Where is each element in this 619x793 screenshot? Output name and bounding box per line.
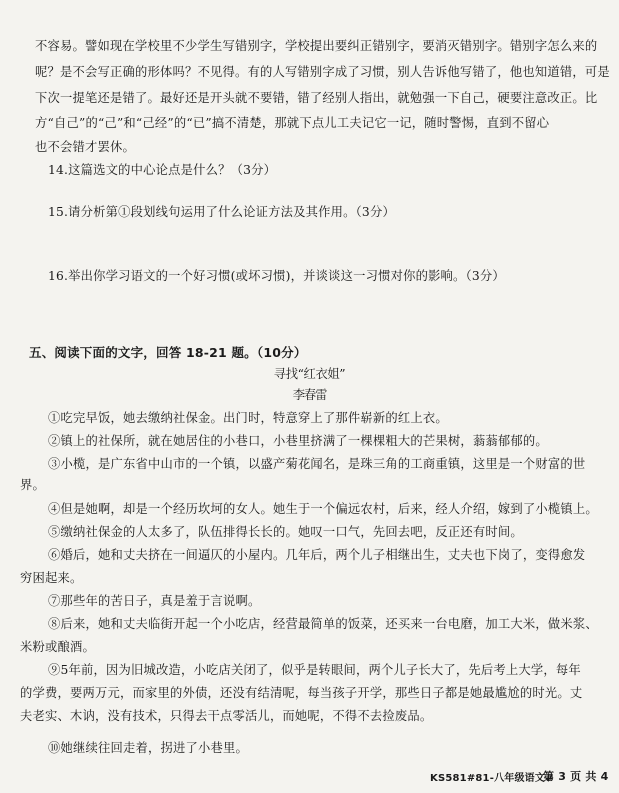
- question-15: 15.请分析第①段划线句运用了什么论证方法及其作用。（3分）: [48, 205, 395, 219]
- paragraph-line: ③小榄，是广东省中山市的一个镇，以盛产菊花闻名，是珠三角的工商重镇，这里是一个财富的世: [48, 457, 586, 471]
- paragraph-line: 夫老实、木讷，没有技术，只得去干点零活儿，而她呢，不得不去捡废品。: [20, 709, 433, 723]
- article-author: 李春雷: [292, 388, 327, 402]
- question-14: 14.这篇选文的中心论点是什么？（3分）: [48, 163, 277, 177]
- section-heading: 五、阅读下面的文字，回答 18-21 题。（10分）: [29, 345, 307, 360]
- paragraph-line: 界。: [20, 478, 45, 492]
- paragraph-line: ②镇上的社保所，就在她居住的小巷口，小巷里挤满了一棵棵粗大的芒果树，蓊蓊郁郁的。: [48, 434, 548, 448]
- passage-line-2: 呢？是不会写正确的形体吗？不见得。有的人写错别字成了习惯，别人告诉他写错了，他也知道错，可是: [35, 65, 610, 79]
- paragraph-line: ⑤缴纳社保金的人太多了，队伍排得长长的。她叹一口气，先回去吧，反正还有时间。: [48, 525, 523, 539]
- question-16: 16.举出你学习语文的一个好习惯(或坏习惯)，并谈谈这一习惯对你的影响。（3分）: [48, 269, 505, 283]
- paragraph-line: 的学费，要两万元，而家里的外债，还没有结清呢，每当孩子开学，那些日子都是她最尴尬的时光。丈: [20, 686, 583, 700]
- paragraph-line: ⑥婚后，她和丈夫挤在一间逼仄的小屋内。几年后，两个儿子相继出生，丈夫也下岗了，变得愈发: [48, 548, 586, 562]
- passage-line-4: 方“自己”的“己”和“己经”的“已”搞不清楚，那就下点儿工夫记它一记，随时警惕，直到不留心: [35, 116, 550, 130]
- paragraph-line: ⑨5年前，因为旧城改造，小吃店关闭了，似乎是转眼间，两个儿子长大了，先后考上大学，每年: [48, 663, 581, 677]
- paragraph-line: ④但是她啊，却是一个经历坎坷的女人。她生于一个偏远农村，后来，经人介绍，嫁到了小榄镇上。: [48, 502, 598, 516]
- passage-line-1: 不容易。譬如现在学校里不少学生写错别字，学校提出要纠正错别字，要消灭错别字。错别字怎么来的: [35, 39, 598, 53]
- paragraph-line: 穷困起来。: [20, 571, 83, 585]
- paragraph-line: ⑦那些年的苦日子，真是羞于言说啊。: [48, 594, 261, 608]
- paragraph-line: 米粉或酿酒。: [20, 640, 95, 654]
- article-title: 寻找“红衣姐”: [273, 367, 346, 381]
- paragraph-line: ⑧后来，她和丈夫临街开起一个小吃店，经营最简单的饭菜，还买来一台电磨，加工大米，做米浆、: [48, 617, 598, 631]
- passage-line-3: 下次一提笔还是错了。最好还是开头就不要错，错了经别人指出，就勉强一下自己，硬要注意改正。比: [35, 91, 598, 105]
- paragraph-line: ⑩她继续往回走着，拐进了小巷里。: [48, 741, 248, 755]
- page-number: 第 3 页 共 4: [543, 770, 609, 783]
- passage-line-5: 也不会错才罢休。: [35, 140, 135, 154]
- exam-code: KS581#81-八年级语文#: [430, 773, 554, 784]
- paragraph-line: ①吃完早饭，她去缴纳社保金。出门时，特意穿上了那件崭新的红上衣。: [48, 411, 448, 425]
